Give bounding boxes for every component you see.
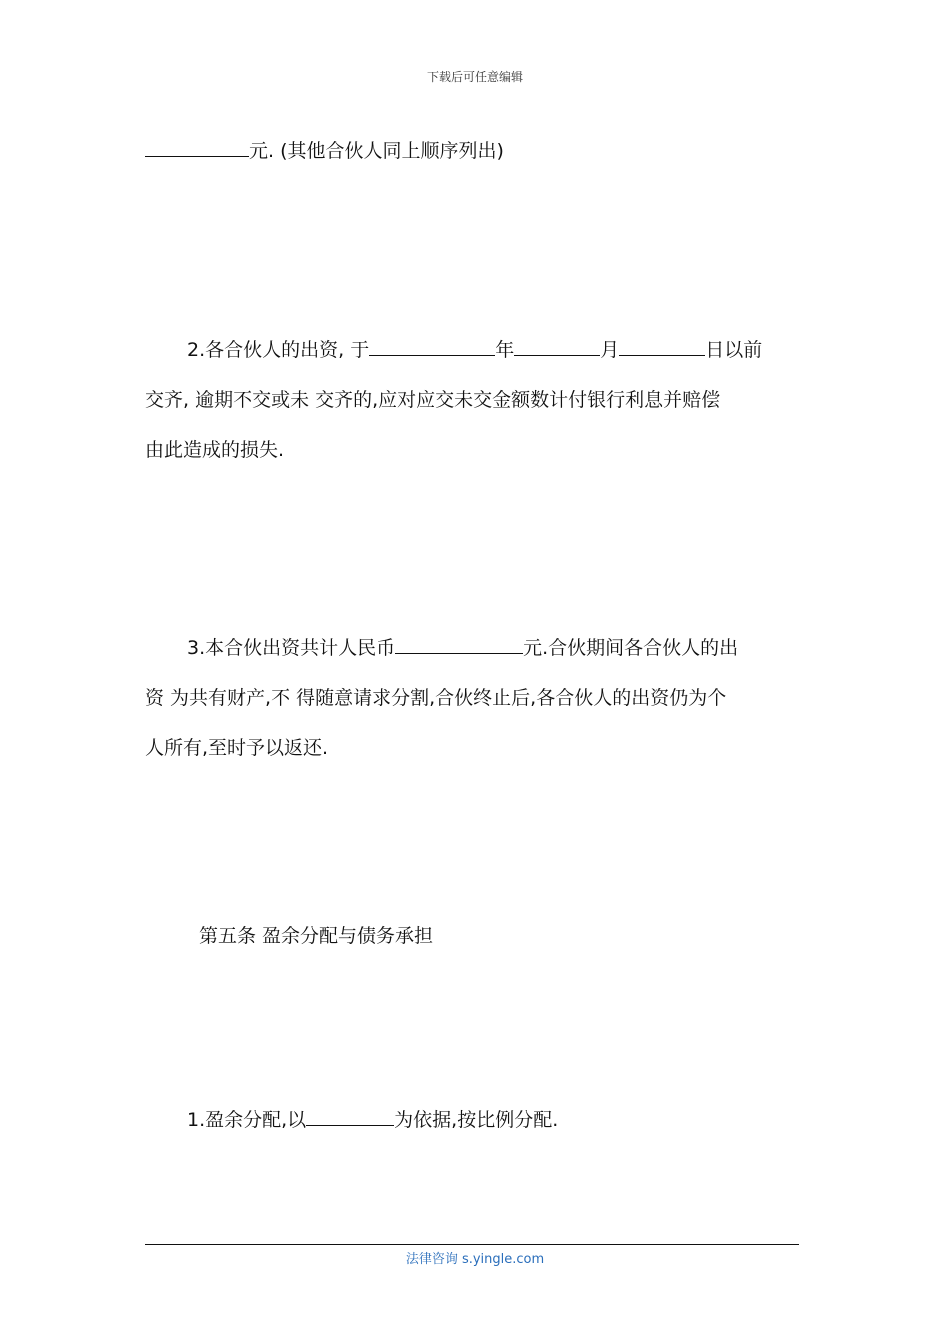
paragraph-text: 月	[600, 339, 620, 361]
paragraph-profit-distribution	[145, 1095, 805, 1145]
paragraph-text: 年	[495, 339, 515, 361]
paragraph-text: 元. (其他合伙人同上顺序列出)	[249, 140, 504, 162]
paragraph-text: 2.各合伙人的出资, 于	[187, 339, 370, 361]
paragraph-text: 1.盈余分配,以	[187, 1109, 307, 1131]
paragraph-text: 资 为共有财产,不 得随意请求分割,合伙终止后,各合伙人的出资仍为个	[145, 687, 727, 709]
paragraph-text: 为依据,按比例分配.	[394, 1109, 559, 1131]
footer-link[interactable]: 法律咨询 s.yingle.com	[405, 1252, 545, 1267]
footer-divider	[145, 1244, 799, 1245]
header-note: 下载后可任意编辑	[426, 70, 523, 84]
fill-blank[interactable]	[145, 138, 249, 157]
paragraph-text: 3.本合伙出资共计人民币	[187, 637, 396, 659]
article-heading	[145, 911, 805, 961]
fill-blank-day[interactable]	[619, 337, 705, 356]
paragraph-text: 日以前	[705, 339, 763, 361]
fill-blank-basis[interactable]	[306, 1107, 394, 1126]
paragraph-text: 元.合伙期间各合伙人的出	[523, 637, 739, 659]
fill-blank-month[interactable]	[514, 337, 600, 356]
paragraph-clause-3	[145, 623, 805, 773]
fill-blank-year[interactable]	[369, 337, 495, 356]
fill-blank-amount[interactable]	[395, 635, 523, 654]
paragraph-text: 交齐, 逾期不交或未 交齐的,应对应交未交金额数计付银行利息并赔偿	[145, 389, 721, 411]
paragraph-text: 人所有,至时予以返还.	[145, 737, 329, 759]
paragraph-continuation	[145, 126, 805, 176]
article-title: 第五条 盈余分配与债务承担	[199, 925, 434, 947]
paragraph-clause-2	[145, 325, 805, 475]
paragraph-text: 由此造成的损失.	[145, 439, 285, 461]
